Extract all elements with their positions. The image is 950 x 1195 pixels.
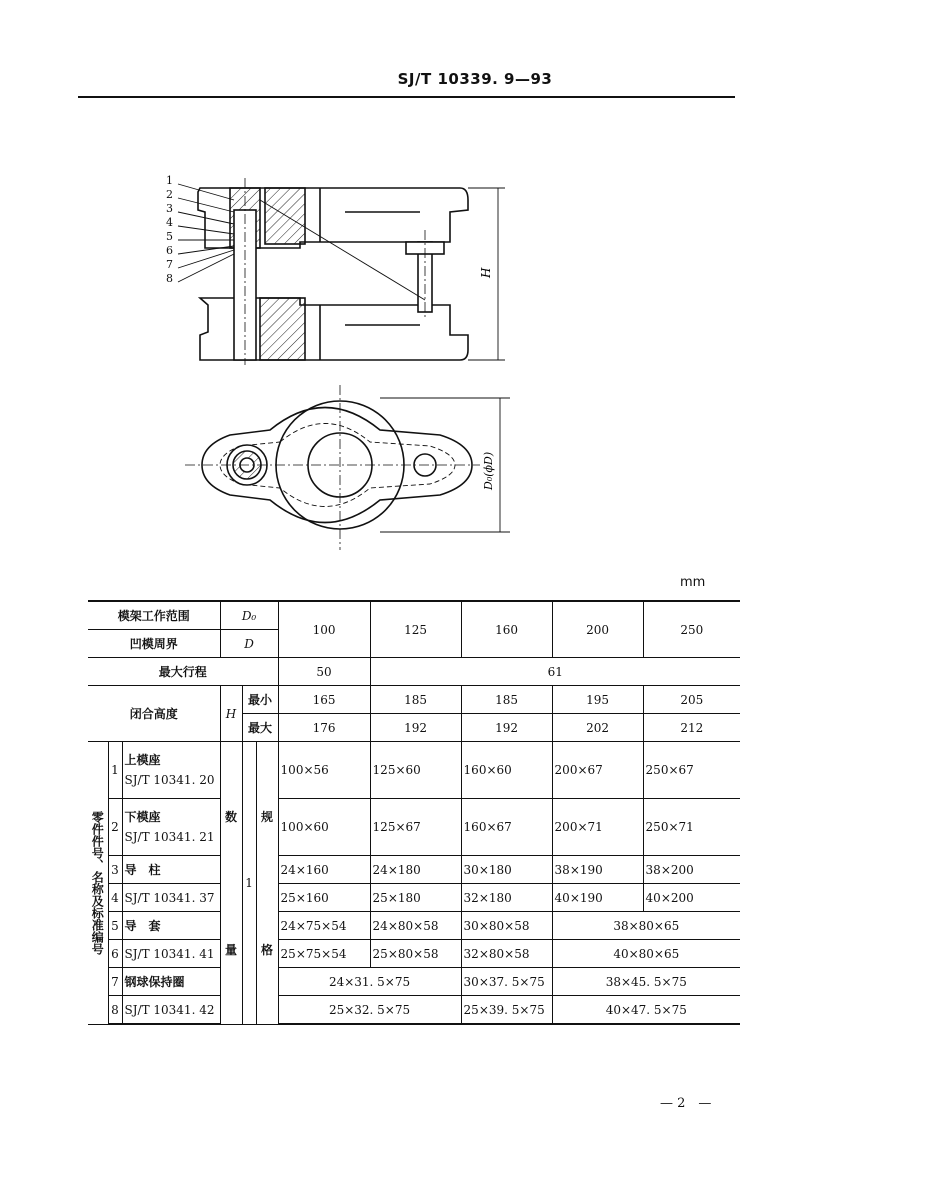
size-5: 250: [643, 601, 740, 658]
label-closed-height: 闭合高度: [88, 686, 220, 742]
callout-7: 7: [166, 258, 173, 271]
p3-v5: 38×200: [643, 856, 740, 884]
max-4: 202: [552, 714, 643, 742]
stroke-2: 61: [370, 658, 740, 686]
p5-v1: 24×75×54: [278, 912, 370, 940]
p8-v2: 25×39. 5×75: [461, 996, 552, 1025]
p6-v3: 32×80×58: [461, 940, 552, 968]
label-qty-1: 数: [225, 809, 238, 824]
part-name-7: 钢球保持圈: [122, 968, 220, 996]
p4-v2: 25×180: [370, 884, 461, 912]
part-name-5: 导 套: [122, 912, 220, 940]
qty-value: 1: [242, 742, 256, 1025]
row-closed-min: [88, 686, 740, 714]
row-part-6: [88, 940, 740, 968]
row-part-1: [88, 742, 740, 799]
p1-v3: 160×60: [461, 742, 552, 799]
p2-v2: 125×67: [370, 799, 461, 856]
p6-v1: 25×75×54: [278, 940, 370, 968]
part-name-2: [122, 799, 220, 856]
part-no-7: 7: [108, 968, 122, 996]
symbol-d0: D₀: [220, 601, 278, 630]
p2-v1: 100×60: [278, 799, 370, 856]
p7-v3: 38×45. 5×75: [552, 968, 740, 996]
symbol-d: D: [220, 630, 278, 658]
p3-v1: 24×160: [278, 856, 370, 884]
p7-v1: 24×31. 5×75: [278, 968, 461, 996]
size-3: 160: [461, 601, 552, 658]
p2-v4: 200×71: [552, 799, 643, 856]
p1-v2: 125×60: [370, 742, 461, 799]
callout-5: 5: [166, 230, 173, 243]
p7-v2: 30×37. 5×75: [461, 968, 552, 996]
p3-v4: 38×190: [552, 856, 643, 884]
p4-v5: 40×200: [643, 884, 740, 912]
min-5: 205: [643, 686, 740, 714]
callout-2: 2: [166, 188, 173, 201]
die-set-drawing: [150, 160, 550, 570]
label-spec-1: 规: [261, 809, 274, 824]
label-max: 最大: [242, 714, 278, 742]
p1-v1: 100×56: [278, 742, 370, 799]
row-part-3: [88, 856, 740, 884]
row-part-7: [88, 968, 740, 996]
size-1: 100: [278, 601, 370, 658]
callout-3: 3: [166, 202, 173, 215]
p4-v4: 40×190: [552, 884, 643, 912]
part-no-6: 6: [108, 940, 122, 968]
max-1: 176: [278, 714, 370, 742]
row-working-range: [88, 601, 740, 630]
p5-v4: 38×80×65: [552, 912, 740, 940]
part-name-4: SJ/T 10341. 37: [122, 884, 220, 912]
p6-v4: 40×80×65: [552, 940, 740, 968]
p8-v1: 25×32. 5×75: [278, 996, 461, 1025]
label-min: 最小: [242, 686, 278, 714]
p2-v5: 250×71: [643, 799, 740, 856]
p5-v3: 30×80×58: [461, 912, 552, 940]
min-3: 185: [461, 686, 552, 714]
part-no-2: 2: [108, 799, 122, 856]
part-std-1: SJ/T 10341. 20: [124, 773, 215, 787]
size-4: 200: [552, 601, 643, 658]
symbol-h: H: [220, 686, 242, 742]
max-5: 212: [643, 714, 740, 742]
row-part-4: [88, 884, 740, 912]
part-name-3: 导 柱: [122, 856, 220, 884]
label-max-stroke: 最大行程: [88, 658, 278, 686]
min-1: 165: [278, 686, 370, 714]
part-name-8: SJ/T 10341. 42: [122, 996, 220, 1025]
p8-v3: 40×47. 5×75: [552, 996, 740, 1025]
p4-v1: 25×160: [278, 884, 370, 912]
row-max-stroke: [88, 658, 740, 686]
callout-labels: [166, 174, 173, 285]
stroke-1: 50: [278, 658, 370, 686]
p2-v3: 160×67: [461, 799, 552, 856]
p4-v3: 32×180: [461, 884, 552, 912]
elevation-view: [178, 178, 505, 365]
part-no-3: 3: [108, 856, 122, 884]
label-qty-2: 量: [225, 942, 238, 957]
part-no-8: 8: [108, 996, 122, 1025]
document-code: SJ/T 10339. 9—93: [397, 70, 553, 88]
label-working-range: 模架工作范围: [88, 601, 220, 630]
p3-v3: 30×180: [461, 856, 552, 884]
callout-6: 6: [166, 244, 173, 257]
page-number: — 2 —: [660, 1096, 712, 1111]
part-no-4: 4: [108, 884, 122, 912]
part-name-1-cn: 上模座: [124, 753, 161, 767]
unit-label: mm: [680, 575, 706, 590]
part-no-5: 5: [108, 912, 122, 940]
min-4: 195: [552, 686, 643, 714]
part-name-1: [122, 742, 220, 799]
max-3: 192: [461, 714, 552, 742]
max-2: 192: [370, 714, 461, 742]
callout-4: 4: [166, 216, 173, 229]
callout-1: 1: [166, 174, 173, 187]
part-std-2: SJ/T 10341. 21: [124, 830, 215, 844]
min-2: 185: [370, 686, 461, 714]
part-name-6: SJ/T 10341. 41: [122, 940, 220, 968]
label-parts-group: 零件件号、名称及标准编号: [90, 810, 105, 955]
p1-v4: 200×67: [552, 742, 643, 799]
part-name-2-cn: 下模座: [124, 810, 161, 824]
row-part-2: [88, 799, 740, 856]
dim-d-label: D₀(ϕD): [482, 451, 495, 490]
p6-v2: 25×80×58: [370, 940, 461, 968]
row-part-5: [88, 912, 740, 940]
row-part-8: [88, 996, 740, 1025]
callout-8: 8: [166, 272, 173, 285]
dim-h-label: H: [479, 267, 493, 278]
label-die-perimeter: 凹模周界: [88, 630, 220, 658]
size-2: 125: [370, 601, 461, 658]
spec-table: [88, 600, 740, 1025]
plan-view: [185, 385, 510, 550]
part-no-1: 1: [108, 742, 122, 799]
p5-v2: 24×80×58: [370, 912, 461, 940]
p3-v2: 24×180: [370, 856, 461, 884]
p1-v5: 250×67: [643, 742, 740, 799]
header-rule: [78, 96, 735, 98]
label-spec-2: 格: [261, 942, 274, 957]
